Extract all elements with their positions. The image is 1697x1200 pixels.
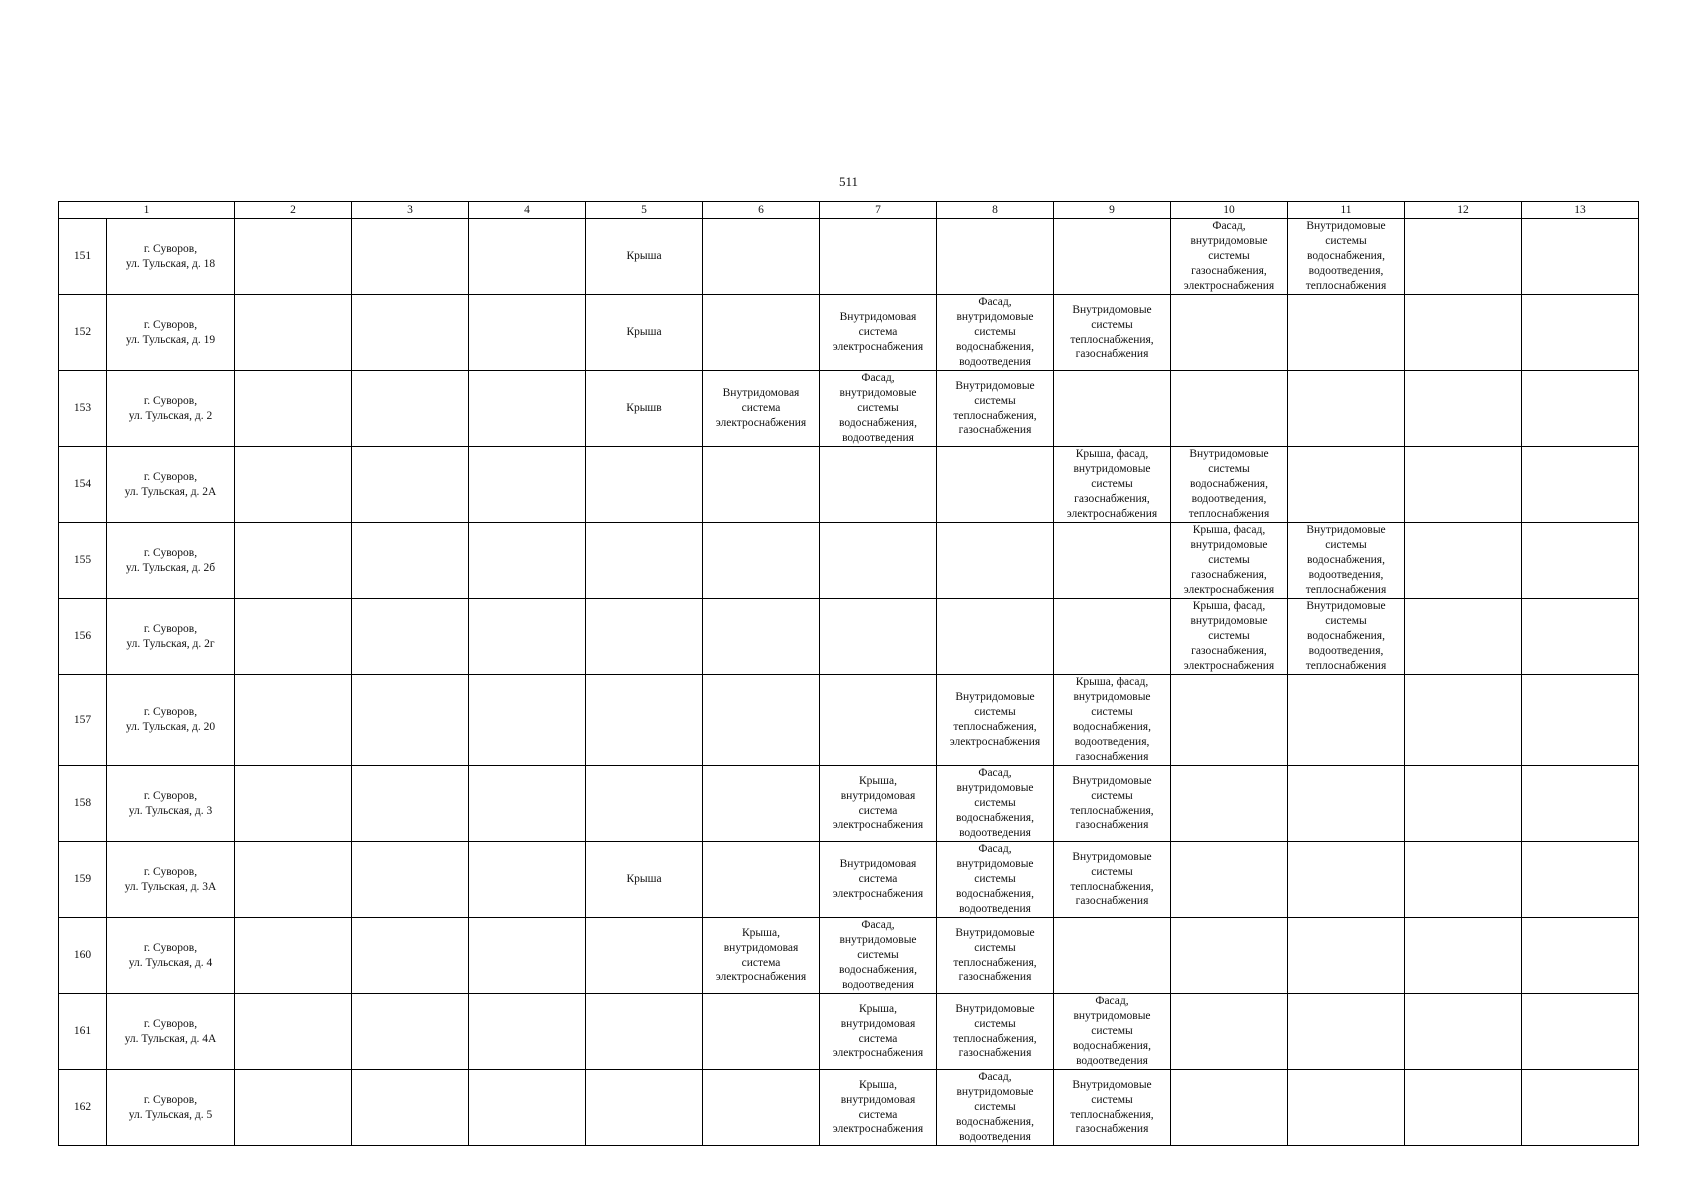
address-cell: г. Суворов, ул. Тульская, д. 2г	[107, 599, 235, 675]
work-cell-col-2	[235, 371, 352, 447]
work-cell-col-7	[820, 447, 937, 523]
work-cell-col-13	[1522, 918, 1639, 994]
address-cell: г. Суворов, ул. Тульская, д. 4	[107, 918, 235, 994]
work-cell-col-7	[820, 675, 937, 766]
row-number-cell: 161	[59, 994, 107, 1070]
work-cell-col-13	[1522, 599, 1639, 675]
work-cell-col-9	[1054, 371, 1171, 447]
work-cell-col-10: Внутридомовые системы водоснабжения, водоотведения, теплоснабжения	[1171, 447, 1288, 523]
work-cell-col-3	[352, 766, 469, 842]
work-cell-col-2	[235, 842, 352, 918]
work-cell-col-7: Фасад, внутридомовые системы водоснабжения, водоотведения	[820, 371, 937, 447]
row-number-cell: 154	[59, 447, 107, 523]
work-cell-col-5	[586, 447, 703, 523]
work-cell-col-2	[235, 295, 352, 371]
work-cell-col-5	[586, 675, 703, 766]
work-cell-col-8	[937, 599, 1054, 675]
work-cell-col-4	[469, 599, 586, 675]
work-cell-col-3	[352, 523, 469, 599]
work-cell-col-4	[469, 842, 586, 918]
work-cell-col-9: Крыша, фасад, внутридомовые системы водоснабжения, водоотведения, газоснабжения	[1054, 675, 1171, 766]
work-cell-col-11	[1288, 371, 1405, 447]
work-cell-col-5	[586, 599, 703, 675]
row-number-cell: 151	[59, 219, 107, 295]
table-row	[59, 842, 1639, 918]
table-row	[59, 994, 1639, 1070]
work-cell-col-11	[1288, 295, 1405, 371]
work-cell-col-13	[1522, 219, 1639, 295]
work-cell-col-6	[703, 994, 820, 1070]
work-cell-col-9: Фасад, внутридомовые системы водоснабжения, водоотведения	[1054, 994, 1171, 1070]
work-cell-col-2	[235, 599, 352, 675]
row-number-cell: 153	[59, 371, 107, 447]
work-cell-col-4	[469, 371, 586, 447]
work-cell-col-12	[1405, 842, 1522, 918]
address-cell: г. Суворов, ул. Тульская, д. 2б	[107, 523, 235, 599]
work-cell-col-7	[820, 599, 937, 675]
work-cell-col-9	[1054, 918, 1171, 994]
work-cell-col-10: Крыша, фасад, внутридомовые системы газоснабжения, электроснабжения	[1171, 523, 1288, 599]
work-cell-col-6: Внутридомовая система электроснабжения	[703, 371, 820, 447]
work-cell-col-11	[1288, 918, 1405, 994]
work-cell-col-12	[1405, 447, 1522, 523]
work-cell-col-12	[1405, 599, 1522, 675]
column-header: 11	[1288, 202, 1405, 219]
table-row	[59, 371, 1639, 447]
address-cell: г. Суворов, ул. Тульская, д. 19	[107, 295, 235, 371]
work-cell-col-6: Крыша, внутридомовая система электроснабжения	[703, 918, 820, 994]
table-row	[59, 599, 1639, 675]
table-row	[59, 1070, 1639, 1146]
work-cell-col-2	[235, 447, 352, 523]
table-row	[59, 295, 1639, 371]
work-cell-col-2	[235, 1070, 352, 1146]
table-row	[59, 675, 1639, 766]
work-cell-col-4	[469, 1070, 586, 1146]
row-number-cell: 155	[59, 523, 107, 599]
work-cell-col-10	[1171, 766, 1288, 842]
work-cell-col-12	[1405, 675, 1522, 766]
work-cell-col-4	[469, 523, 586, 599]
table-row	[59, 523, 1639, 599]
work-cell-col-10	[1171, 371, 1288, 447]
work-cell-col-6	[703, 295, 820, 371]
work-cell-col-5: Крыша	[586, 219, 703, 295]
work-cell-col-2	[235, 523, 352, 599]
work-cell-col-11	[1288, 1070, 1405, 1146]
column-header: 9	[1054, 202, 1171, 219]
address-cell: г. Суворов, ул. Тульская, д. 5	[107, 1070, 235, 1146]
table-row	[59, 918, 1639, 994]
work-cell-col-6	[703, 1070, 820, 1146]
work-cell-col-3	[352, 599, 469, 675]
address-cell: г. Суворов, ул. Тульская, д. 3А	[107, 842, 235, 918]
work-cell-col-4	[469, 766, 586, 842]
work-cell-col-7: Фасад, внутридомовые системы водоснабжения, водоотведения	[820, 918, 937, 994]
work-cell-col-9: Внутридомовые системы теплоснабжения, газоснабжения	[1054, 1070, 1171, 1146]
work-cell-col-10: Крыша, фасад, внутридомовые системы газоснабжения, электроснабжения	[1171, 599, 1288, 675]
work-cell-col-8: Фасад, внутридомовые системы водоснабжения, водоотведения	[937, 295, 1054, 371]
work-cell-col-3	[352, 918, 469, 994]
work-cell-col-6	[703, 842, 820, 918]
table-row	[59, 766, 1639, 842]
work-cell-col-4	[469, 918, 586, 994]
work-cell-col-7: Крыша, внутридомовая система электроснабжения	[820, 766, 937, 842]
work-cell-col-8: Внутридомовые системы теплоснабжения, газоснабжения	[937, 994, 1054, 1070]
work-cell-col-8: Внутридомовые системы теплоснабжения, газоснабжения	[937, 918, 1054, 994]
work-cell-col-11	[1288, 766, 1405, 842]
work-cell-col-8: Внутридомовые системы теплоснабжения, газоснабжения	[937, 371, 1054, 447]
work-cell-col-11	[1288, 675, 1405, 766]
column-header: 12	[1405, 202, 1522, 219]
work-cell-col-7	[820, 219, 937, 295]
work-cell-col-6	[703, 219, 820, 295]
work-cell-col-5	[586, 918, 703, 994]
work-cell-col-3	[352, 1070, 469, 1146]
work-cell-col-10	[1171, 675, 1288, 766]
building-register-table	[58, 201, 1639, 1146]
work-cell-col-2	[235, 219, 352, 295]
work-cell-col-6	[703, 523, 820, 599]
work-cell-col-12	[1405, 523, 1522, 599]
work-cell-col-11	[1288, 447, 1405, 523]
work-cell-col-10	[1171, 1070, 1288, 1146]
work-cell-col-5	[586, 994, 703, 1070]
work-cell-col-13	[1522, 447, 1639, 523]
work-cell-col-5	[586, 523, 703, 599]
address-cell: г. Суворов, ул. Тульская, д. 2	[107, 371, 235, 447]
work-cell-col-5	[586, 1070, 703, 1146]
work-cell-col-11	[1288, 994, 1405, 1070]
work-cell-col-2	[235, 994, 352, 1070]
work-cell-col-9: Крыша, фасад, внутридомовые системы газоснабжения, электроснабжения	[1054, 447, 1171, 523]
work-cell-col-5	[586, 766, 703, 842]
work-cell-col-3	[352, 219, 469, 295]
work-cell-col-7: Внутридомовая система электроснабжения	[820, 842, 937, 918]
work-cell-col-10	[1171, 918, 1288, 994]
work-cell-col-11: Внутридомовые системы водоснабжения, водоотведения, теплоснабжения	[1288, 219, 1405, 295]
work-cell-col-2	[235, 918, 352, 994]
work-cell-col-3	[352, 994, 469, 1070]
work-cell-col-5: Крыша	[586, 295, 703, 371]
work-cell-col-9	[1054, 219, 1171, 295]
work-cell-col-11: Внутридомовые системы водоснабжения, водоотведения, теплоснабжения	[1288, 599, 1405, 675]
work-cell-col-12	[1405, 766, 1522, 842]
table-row	[59, 219, 1639, 295]
column-header: 10	[1171, 202, 1288, 219]
row-number-cell: 156	[59, 599, 107, 675]
work-cell-col-13	[1522, 295, 1639, 371]
work-cell-col-7: Внутридомовая система электроснабжения	[820, 295, 937, 371]
address-cell: г. Суворов, ул. Тульская, д. 20	[107, 675, 235, 766]
work-cell-col-12	[1405, 219, 1522, 295]
work-cell-col-12	[1405, 918, 1522, 994]
row-number-cell: 162	[59, 1070, 107, 1146]
work-cell-col-8	[937, 219, 1054, 295]
column-header: 5	[586, 202, 703, 219]
column-header: 6	[703, 202, 820, 219]
work-cell-col-6	[703, 447, 820, 523]
register-body	[59, 219, 1639, 1146]
work-cell-col-8	[937, 523, 1054, 599]
address-cell: г. Суворов, ул. Тульская, д. 2А	[107, 447, 235, 523]
table-row	[59, 447, 1639, 523]
work-cell-col-3	[352, 675, 469, 766]
row-number-cell: 152	[59, 295, 107, 371]
work-cell-col-10	[1171, 295, 1288, 371]
work-cell-col-9	[1054, 599, 1171, 675]
column-number-header-row	[59, 202, 1639, 219]
row-number-cell: 159	[59, 842, 107, 918]
work-cell-col-9: Внутридомовые системы теплоснабжения, газоснабжения	[1054, 842, 1171, 918]
work-cell-col-7: Крыша, внутридомовая система электроснабжения	[820, 994, 937, 1070]
work-cell-col-3	[352, 447, 469, 523]
work-cell-col-4	[469, 675, 586, 766]
work-cell-col-3	[352, 371, 469, 447]
work-cell-col-12	[1405, 1070, 1522, 1146]
column-header: 13	[1522, 202, 1639, 219]
page-number: 511	[838, 174, 859, 189]
work-cell-col-8: Фасад, внутридомовые системы водоснабжения, водоотведения	[937, 842, 1054, 918]
work-cell-col-6	[703, 766, 820, 842]
work-cell-col-13	[1522, 842, 1639, 918]
column-header: 8	[937, 202, 1054, 219]
work-cell-col-11: Внутридомовые системы водоснабжения, водоотведения, теплоснабжения	[1288, 523, 1405, 599]
work-cell-col-13	[1522, 675, 1639, 766]
work-cell-col-10	[1171, 994, 1288, 1070]
work-cell-col-7	[820, 523, 937, 599]
work-cell-col-8: Внутридомовые системы теплоснабжения, электроснабжения	[937, 675, 1054, 766]
work-cell-col-8	[937, 447, 1054, 523]
work-cell-col-11	[1288, 842, 1405, 918]
work-cell-col-4	[469, 295, 586, 371]
work-cell-col-10	[1171, 842, 1288, 918]
row-number-cell: 158	[59, 766, 107, 842]
row-number-cell: 157	[59, 675, 107, 766]
work-cell-col-13	[1522, 994, 1639, 1070]
column-header: 7	[820, 202, 937, 219]
work-cell-col-8: Фасад, внутридомовые системы водоснабжения, водоотведения	[937, 1070, 1054, 1146]
work-cell-col-5: Крыша	[586, 842, 703, 918]
work-cell-col-2	[235, 766, 352, 842]
work-cell-col-8: Фасад, внутридомовые системы водоснабжения, водоотведения	[937, 766, 1054, 842]
work-cell-col-13	[1522, 523, 1639, 599]
work-cell-col-12	[1405, 295, 1522, 371]
work-cell-col-4	[469, 447, 586, 523]
column-header: 2	[235, 202, 352, 219]
work-cell-col-9: Внутридомовые системы теплоснабжения, газоснабжения	[1054, 766, 1171, 842]
column-header: 3	[352, 202, 469, 219]
work-cell-col-3	[352, 295, 469, 371]
work-cell-col-4	[469, 219, 586, 295]
work-cell-col-2	[235, 675, 352, 766]
work-cell-col-5: Крышв	[586, 371, 703, 447]
work-cell-col-13	[1522, 766, 1639, 842]
work-cell-col-6	[703, 599, 820, 675]
work-cell-col-9	[1054, 523, 1171, 599]
address-cell: г. Суворов, ул. Тульская, д. 18	[107, 219, 235, 295]
work-cell-col-12	[1405, 371, 1522, 447]
row-number-cell: 160	[59, 918, 107, 994]
work-cell-col-6	[703, 675, 820, 766]
work-cell-col-10: Фасад, внутридомовые системы газоснабжения, электроснабжения	[1171, 219, 1288, 295]
work-cell-col-4	[469, 994, 586, 1070]
column-header: 4	[469, 202, 586, 219]
address-cell: г. Суворов, ул. Тульская, д. 4А	[107, 994, 235, 1070]
work-cell-col-7: Крыша, внутридомовая система электроснабжения	[820, 1070, 937, 1146]
work-cell-col-3	[352, 842, 469, 918]
column-header: 1	[59, 202, 235, 219]
work-cell-col-13	[1522, 371, 1639, 447]
work-cell-col-12	[1405, 994, 1522, 1070]
work-cell-col-9: Внутридомовые системы теплоснабжения, газоснабжения	[1054, 295, 1171, 371]
work-cell-col-13	[1522, 1070, 1639, 1146]
address-cell: г. Суворов, ул. Тульская, д. 3	[107, 766, 235, 842]
